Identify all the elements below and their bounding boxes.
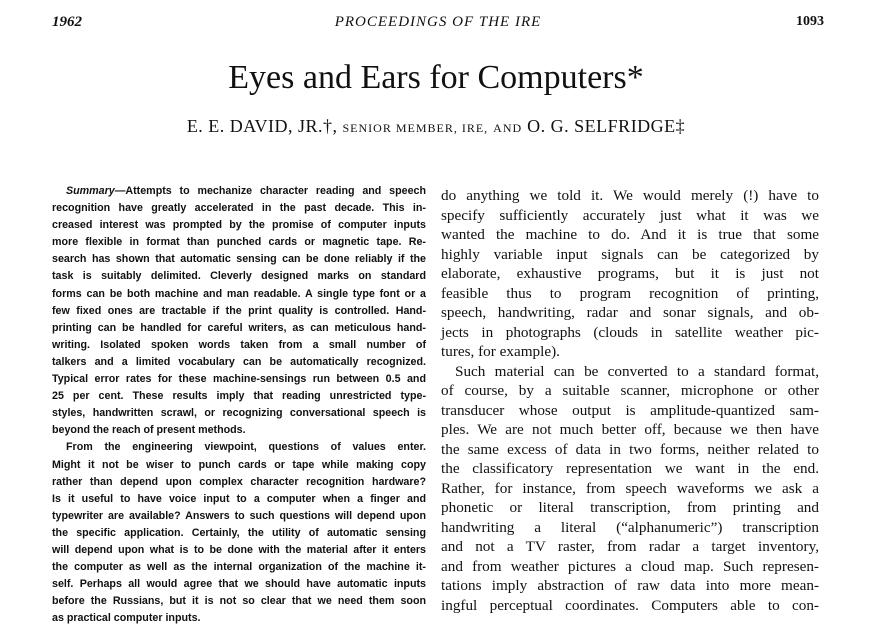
body-line: feasible thus to program recognition of printing, [441,284,819,302]
summary-line: search has shown that automatic sensing can be done reliably if the [52,253,426,266]
summary-line: rather than depend upon complex character recognition hardware? [52,475,426,488]
header-year: 1962 [52,14,82,30]
summary-abstract [52,183,426,627]
body-line: Rather, for instance, from speech waveforms we ask a [441,479,819,497]
header-journal-name: PROCEEDINGS OF THE IRE [334,14,542,30]
body-line: the classificatory representation we want in the end. [441,460,819,477]
summary-line: forms can be both machine and man readable. A single type font or a [52,287,426,300]
summary-line: styles, handwritten scrawl, or recognizing conversational speech is [52,407,426,420]
summary-line: beyond the reach of present methods. [52,424,246,437]
body-line: elaborate, exhaustive programs, but it is just not [441,265,819,282]
summary-line: 25 per cent. These results imply that reading unrestricted type- [52,390,426,403]
summary-paragraph-2 [52,439,426,627]
summary-line: printing can be handled for careful writers, as can meticulous hand- [52,321,426,334]
author-selfridge: O. G. SELFRIDGE‡ [527,116,686,136]
summary-line: self. Perhaps all would agree that we should have automatic inputs [52,578,426,591]
header-page-number: 1093 [796,14,824,29]
body-line: ingful perceptual coordinates. Computers able to con- [441,596,819,614]
summary-line: the computer as well as the internal organization of the machine it- [52,561,426,574]
author-conjunction: AND [493,121,523,135]
summary-line: writing. Isolated spoken words taken from a small number of [52,338,426,351]
summary-line: creased interest was prompted by the promise of computer inputs [52,219,426,232]
author-david-role: SENIOR MEMBER, IRE, [342,121,489,135]
summary-line: task is suitably delimited. Cleverly designed marks on standard [52,270,426,283]
body-line: tures, for example). [441,343,560,360]
summary-line: more flexible in format than punched cards or magnetic tape. Re- [52,236,426,249]
summary-line: will depend upon what is to be done with the material after it enters [52,543,426,556]
body-line: Such material can be converted to a standard format, [455,362,819,380]
summary-line-text: —Attempts to mechanize character reading and speech [114,185,426,197]
author-david: E. E. DAVID, JR.†, [186,116,338,136]
body-line: wanted the machine to do. And it is true that some [441,226,819,243]
body-line: tations imply abstraction of raw data into more mean- [441,577,819,594]
summary-line: few fixed ones are tractable if the print quality is controlled. Hand- [52,304,426,317]
body-line: and not a TV raster, from radar a target inventory, [441,538,819,555]
body-line: and from weather pictures a cloud map. Such represen- [441,557,819,575]
body-line: the same excess of data in two forms, neither related to [441,440,819,458]
body-line: do anything we told it. We would merely (!) have to [441,187,819,204]
summary-line: From the engineering viewpoint, questions of values enter. [66,441,426,454]
author-line [0,114,872,140]
body-line: handwriting a literal (“alphanumeric”) transcription [441,518,819,536]
summary-line: Might it not be wiser to punch cards or tape while making copy [52,458,426,471]
summary-line: before the Russians, but it is not so clear that we need them soon [52,595,426,608]
paper-title: Eyes and Ears for Computers* [228,59,644,96]
body-line: speech, handwriting, radar and sonar signals, and ob- [441,304,819,321]
summary-line [52,183,426,200]
running-header [52,12,824,32]
body-line: ples. We are not much better off, because we then have [441,421,819,438]
summary-line: talkers and a limited vocabulary can be automatically recognized. [52,355,426,368]
body-text-column [441,186,819,615]
summary-lead: Summary [66,185,115,197]
body-line: specify sufficiently accurately just what it was we [441,206,819,224]
summary-line: typewriter are available? Answers to such questions will depend upon [52,509,426,522]
body-line: jects in photographs (clouds in satellite weather pic- [441,323,819,341]
summary-line: the specific application. Certainly, the utility of automatic sensing [52,526,426,539]
summary-line: Is it useful to have voice input to a computer when a finger and [52,492,426,505]
body-line: phonetic or literal transcription, from printing and [441,499,819,516]
summary-line: Typical error rates for these machine-sensings run between 0.5 and [52,373,426,386]
summary-paragraph-1 [52,183,426,439]
summary-line: as practical computer inputs. [52,612,201,625]
body-line: of course, by a suitable scanner, microphone or other [441,382,819,399]
summary-line: recognition have greatly accelerated in the past decade. This in- [52,202,426,215]
body-line: transducer whose output is amplitude-quantized sam- [441,401,819,419]
body-line: highly variable input signals can be categorized by [441,245,819,263]
